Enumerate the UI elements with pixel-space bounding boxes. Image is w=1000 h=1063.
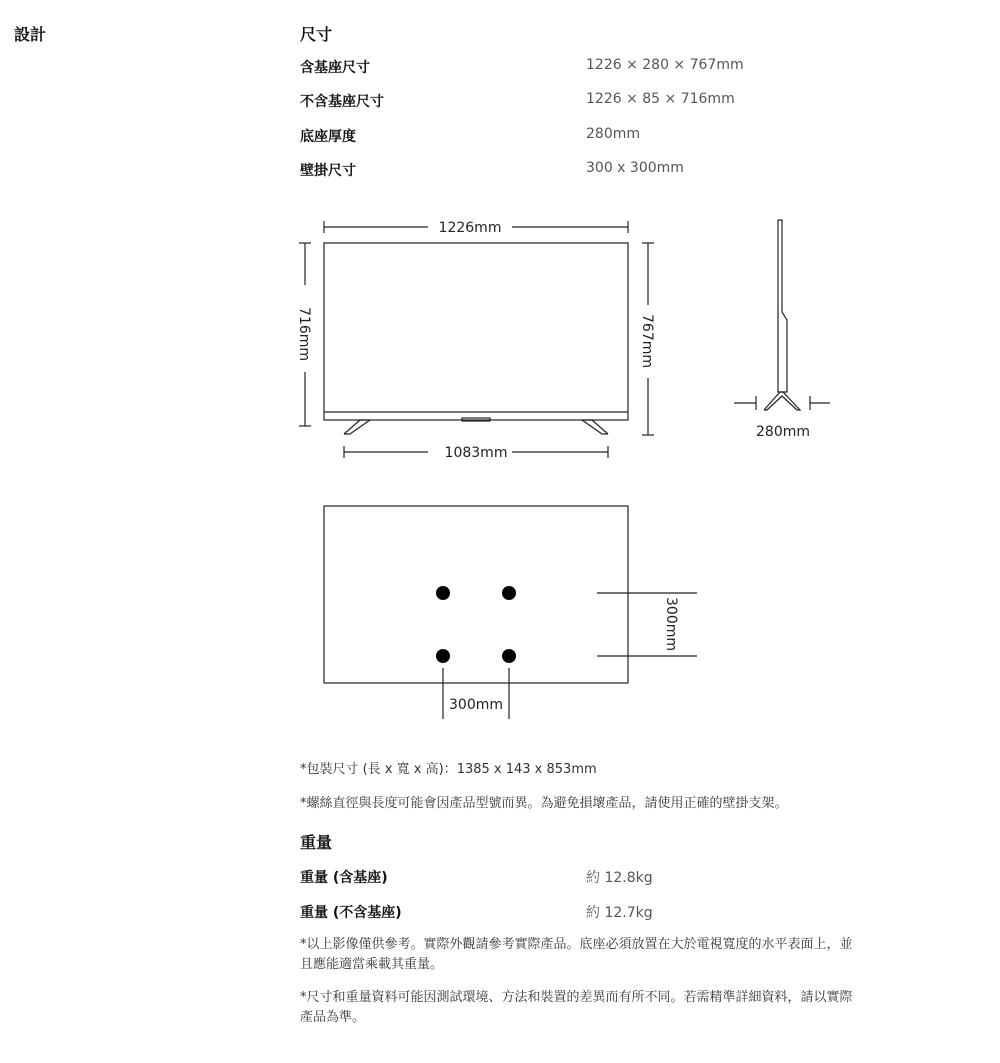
dim-label-stand-depth: 底座厚度 (300, 129, 356, 145)
dim-label-wall-mount: 壁掛尺寸 (300, 163, 356, 179)
vesa-vertical-label: 300mm (663, 597, 679, 651)
vesa-hole-top-right (502, 586, 516, 600)
dim-value-without-stand: 1226 × 85 × 716mm (586, 91, 735, 107)
dim-value-with-stand: 1226 × 280 × 767mm (586, 57, 744, 73)
stand-span-label: 1083mm (444, 445, 508, 461)
height-label: 716mm (296, 307, 312, 361)
weight-value-without-stand: 約 12.7kg (586, 905, 653, 921)
stand-depth-label: 280mm (756, 424, 810, 440)
screw-note: *螺絲直徑與長度可能會因產品型號而異。為避免損壞產品，請使用正確的壁掛支架。 (300, 796, 788, 811)
weight-value-with-stand: 約 12.8kg (586, 870, 653, 886)
dim-label-with-stand: 含基座尺寸 (300, 60, 370, 76)
total-height-label: 767mm (639, 314, 655, 368)
tv-side-view (764, 220, 800, 410)
vesa-hole-bottom-right (502, 649, 516, 663)
width-label: 1226mm (438, 220, 502, 236)
section-title: 設計 (14, 25, 47, 44)
weight-heading: 重量 (300, 833, 333, 852)
weight-label-without-stand: 重量 (不含基座) (300, 905, 402, 921)
package-size-note: *包裝尺寸 (長 x 寬 x 高)：1385 x 143 x 853mm (300, 762, 597, 777)
tv-right-foot (582, 420, 608, 434)
vesa-horizontal-label: 300mm (449, 697, 503, 713)
dim-label-without-stand: 不含基座尺寸 (300, 94, 384, 110)
tv-left-foot (344, 420, 370, 434)
vesa-hole-top-left (436, 586, 450, 600)
dim-value-wall-mount: 300 x 300mm (586, 160, 684, 176)
stand-depth-dimension-line (734, 396, 830, 410)
tv-front-outline (324, 243, 628, 420)
image-disclaimer: *以上影像僅供參考。實際外觀請參考實際產品。底座必須放置在大於電視寬度的水平表面上，並且應能適當乘載其重量。 (300, 937, 853, 972)
weight-label-with-stand: 重量 (含基座) (300, 870, 388, 886)
vesa-hole-bottom-left (436, 649, 450, 663)
dim-value-stand-depth: 280mm (586, 126, 640, 142)
dimensions-heading: 尺寸 (300, 25, 333, 44)
tv-rear-outline (324, 506, 628, 683)
vesa-vertical-dimension-line (597, 593, 697, 656)
data-disclaimer: *尺寸和重量資料可能因測試環境、方法和裝置的差異而有所不同。若需精準詳細資料，請以實際產品為準。 (300, 990, 853, 1025)
